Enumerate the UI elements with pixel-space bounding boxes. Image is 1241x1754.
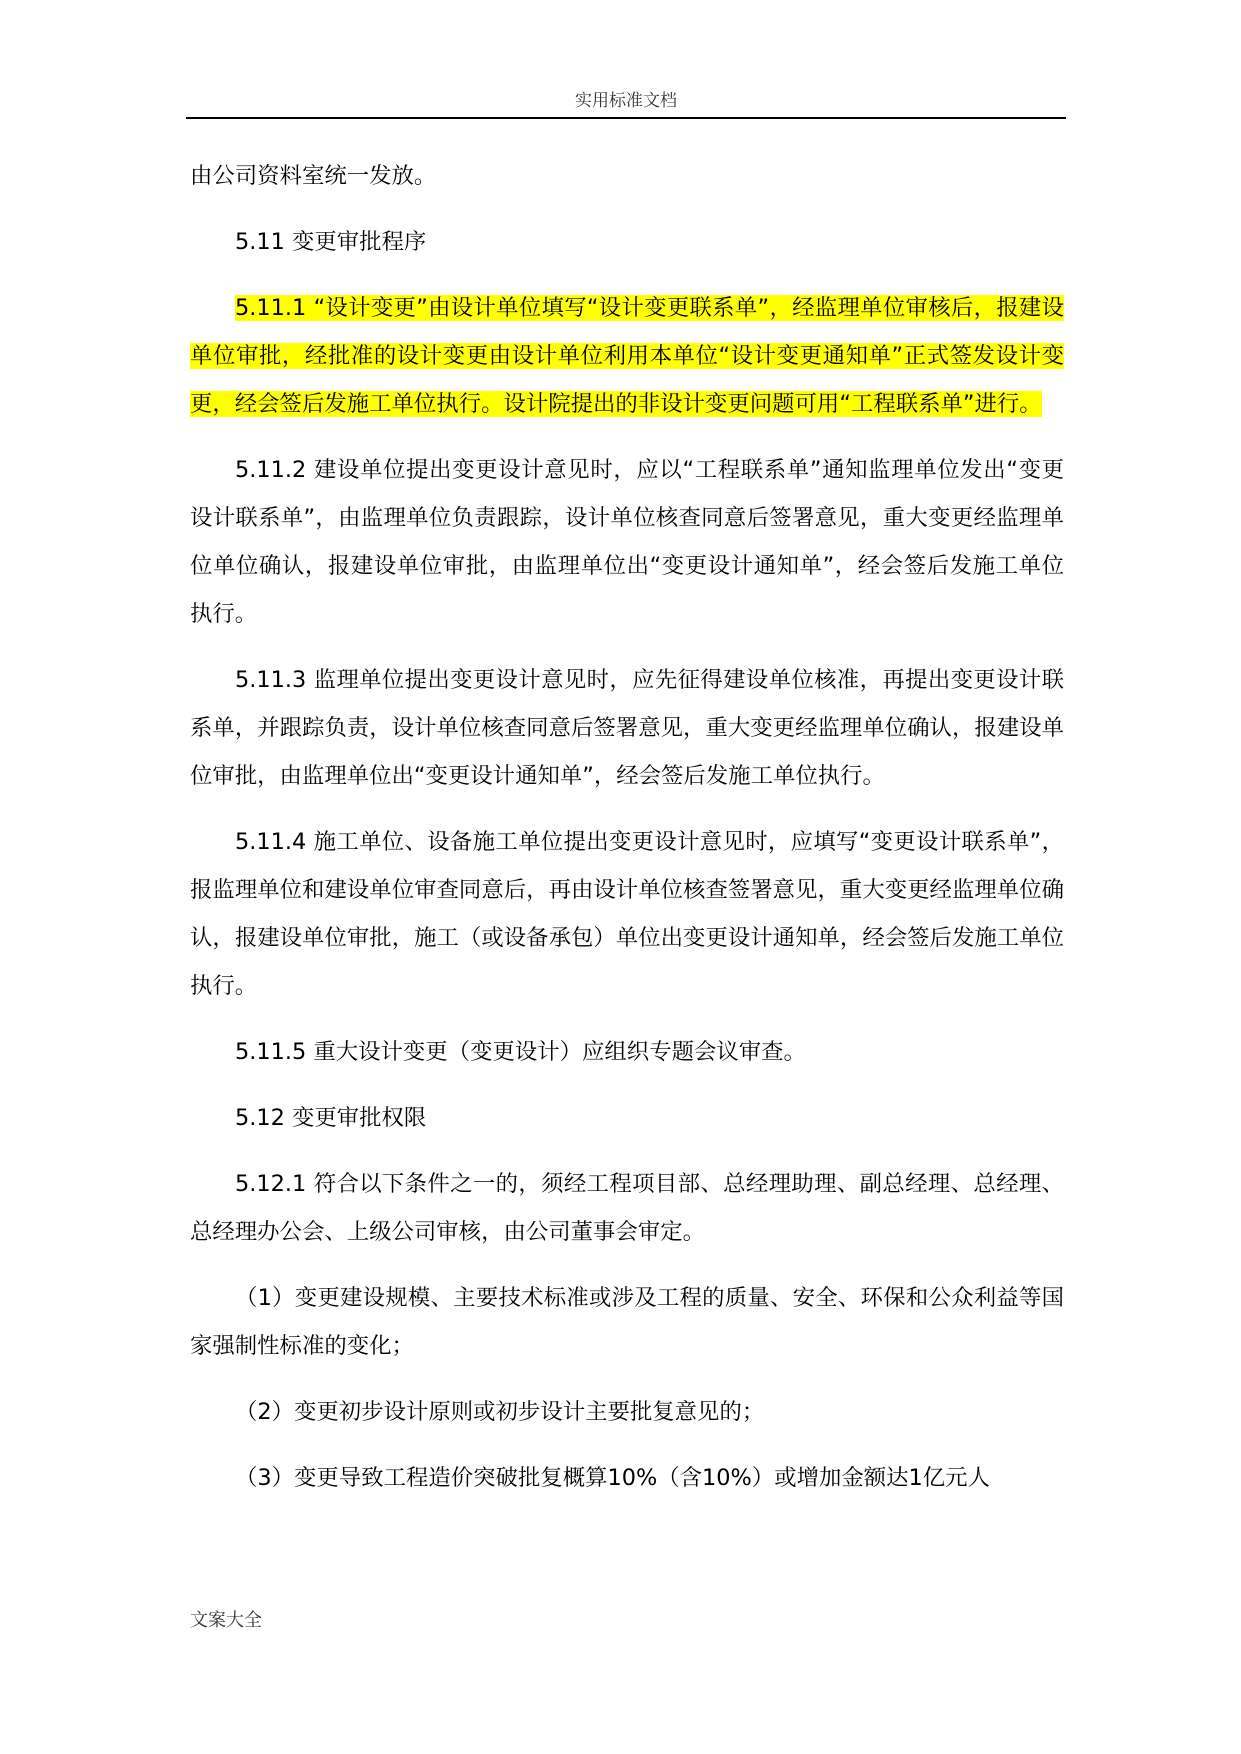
paragraph-5-11-1	[190, 284, 1064, 428]
paragraph-5-11-4: 5.11.4 施工单位、设备施工单位提出变更设计意见时，应填写“变更设计联系单”，报监理单位和建设单位审查同意后，再由设计单位核查签署意见，重大变更经监理单位确认，报建设单位审批，施工（或设备承包）单位出变更设计通知单，经会签后发施工单位执行。	[190, 829, 1064, 999]
page-header-title: 实用标准文档	[575, 91, 677, 111]
list-item-1: （1）变更建设规模、主要技术标准或涉及工程的质量、安全、环保和公众利益等国家强制性标准的变化；	[190, 1285, 1064, 1359]
paragraph-5-12-1: 5.12.1 符合以下条件之一的，须经工程项目部、总经理助理、副总经理、总经理、总经理办公会、上级公司审核，由公司董事会审定。	[190, 1171, 1064, 1245]
section-heading-5-12: 5.12 变更审批权限	[235, 1105, 427, 1131]
list-item-2: （2）变更初步设计原则或初步设计主要批复意见的；	[235, 1399, 765, 1425]
page-footer-text: 文案大全	[190, 1610, 262, 1631]
paragraph-5-11-5: 5.11.5 重大设计变更（变更设计）应组织专题会议审查。	[235, 1039, 806, 1065]
highlighted-text: 5.11.1 “设计变更”由设计单位填写“设计变更联系单”，经监理单位审核后，报建设单位审批，经批准的设计变更由设计单位利用本单位“设计变更通知单”正式签发设计变更，经会签后发施工单位执行。设计院提出的非设计变更问题可用“工程联系单”进行。	[190, 295, 1064, 417]
paragraph-continuation: 由公司资料室统一发放。	[190, 163, 437, 189]
document-body	[190, 152, 1064, 1520]
paragraph-5-11-3: 5.11.3 监理单位提出变更设计意见时，应先征得建设单位核准，再提出变更设计联系单，并跟踪负责，设计单位核查同意后签署意见，重大变更经监理单位确认，报建设单位审批，由监理单位出“变更设计通知单”，经会签后发施工单位执行。	[190, 667, 1064, 789]
paragraph-5-11-2: 5.11.2 建设单位提出变更设计意见时，应以“工程联系单”通知监理单位发出“变更设计联系单”，由监理单位负责跟踪，设计单位核查同意后签署意见，重大变更经监理单位单位确认，报建设单位审批，由监理单位出“变更设计通知单”，经会签后发施工单位执行。	[190, 457, 1064, 627]
section-heading-5-11: 5.11 变更审批程序	[235, 229, 427, 255]
header-divider	[186, 117, 1066, 119]
list-item-3: （3）变更导致工程造价突破批复概算10%（含10%）或增加金额达1亿元人	[235, 1465, 990, 1491]
